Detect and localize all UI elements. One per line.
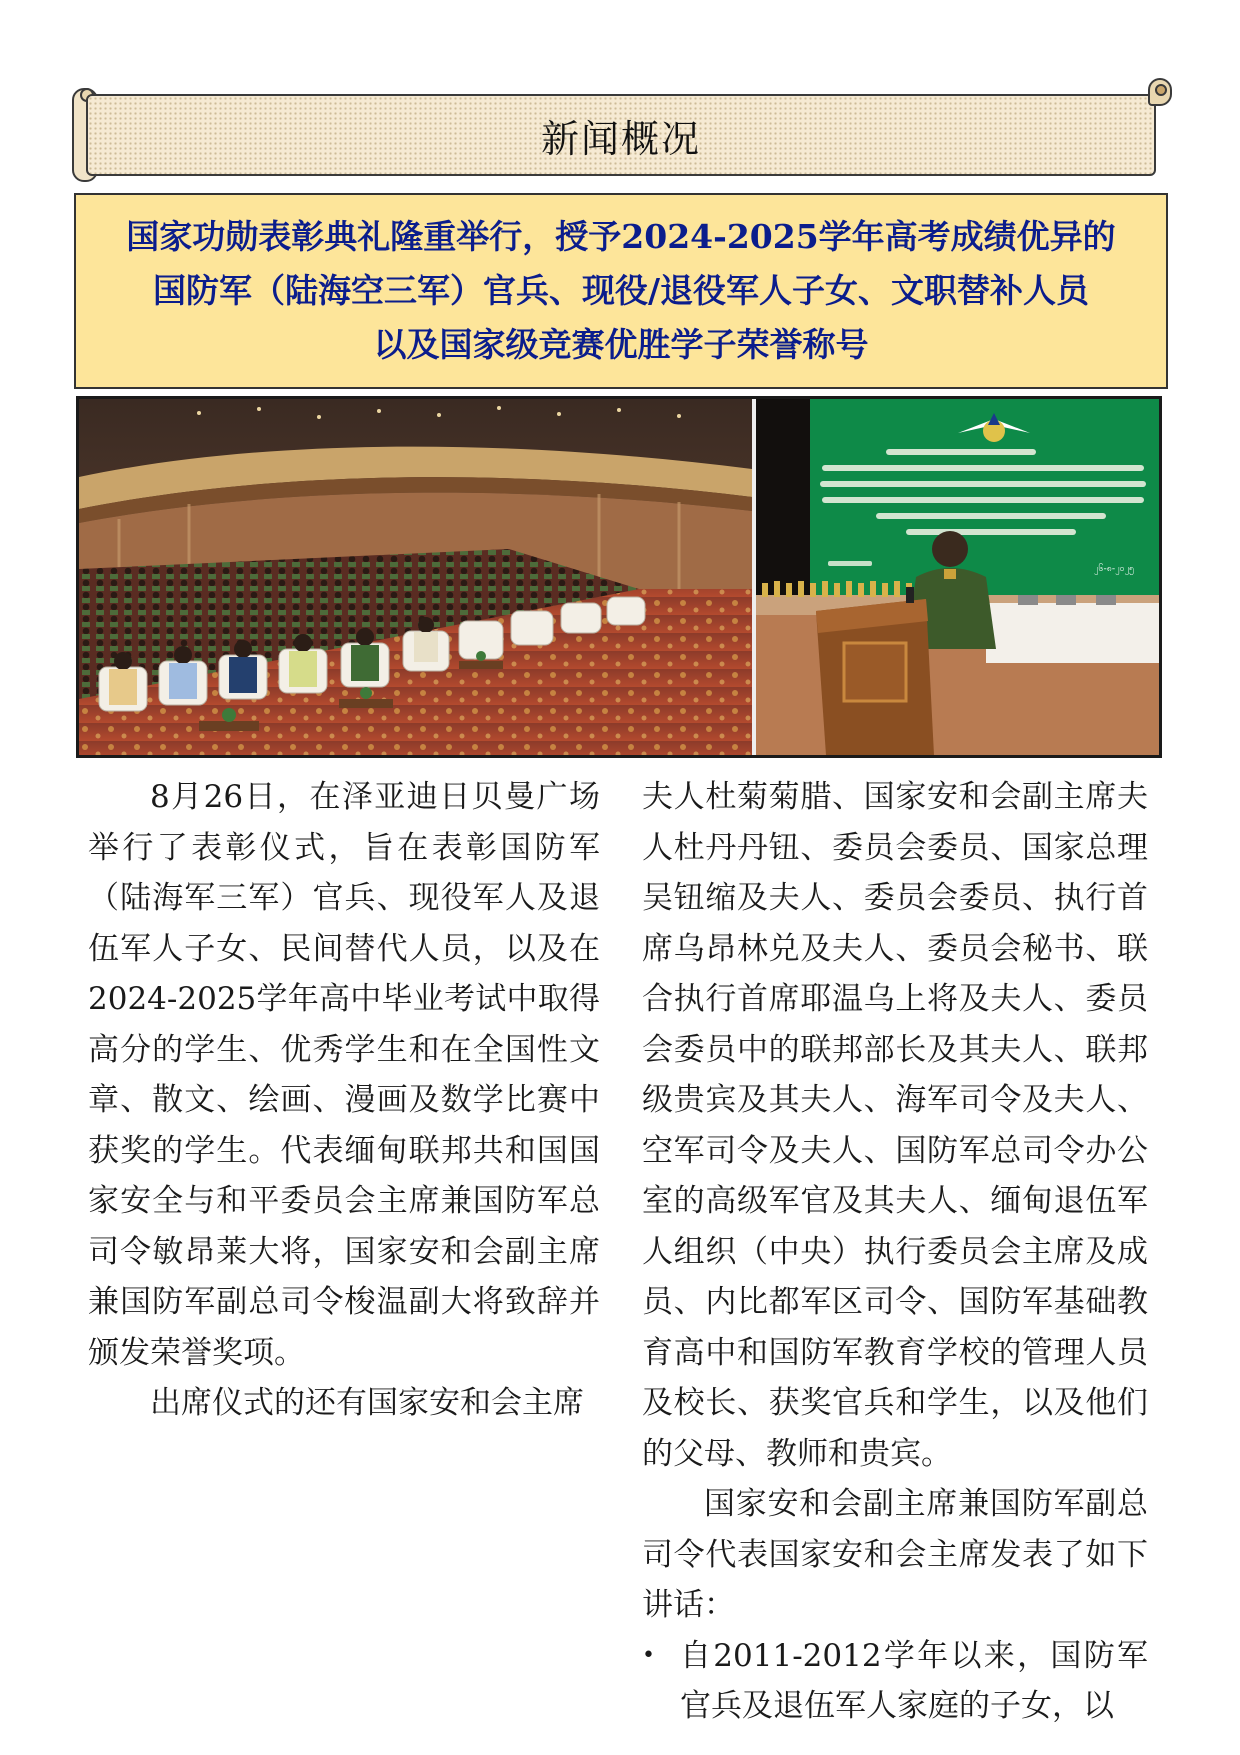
bullet-marker: • [642, 1642, 655, 1668]
photo-auditorium [79, 399, 752, 755]
auditorium-illustration [79, 399, 752, 755]
article-column-right [642, 772, 1148, 1732]
article-paragraph-2: 出席仪式的还有国家安和会主席 [150, 1385, 584, 1421]
article-column-left [88, 772, 600, 1429]
list-item-text: 自2011-2012学年以来，国防军官兵及退伍军人家庭的子女，以 [680, 1637, 1148, 1724]
article-paragraph-2-continued: 夫人杜菊菊腊、国家安和会副主席夫人杜丹丹钮、委员会委员、国家总理吴钮缩及夫人、委员会委员、执行首席乌昂林兑及夫人、委员会秘书、联合执行首席耶温乌上将及夫人、委员会委员中的联邦部长及其夫人、联邦级贵宾及其夫人、海军司令及夫人、空军司令及夫人、国防军总司令办公室的高级军官及其夫人、缅甸退伍军人组织（中央）执行委员会主席及成员、内比都军区司令、国防军基础教育高中和国防军教育学校的管理人员及校长、获奖官兵和学生，以及他们的父母、教师和贵宾。 [642, 779, 1148, 1472]
section-banner [72, 78, 1172, 184]
headline-box [74, 193, 1168, 389]
headline [110, 210, 1131, 372]
headline-line-1: 国家功勋表彰典礼隆重举行，授予2024-2025学年高考成绩优异的 [126, 217, 1116, 256]
screen-date: ၂၆-၈-၂၀၂၅ [1094, 564, 1135, 574]
article-paragraph-1: 8月26日，在泽亚迪日贝曼广场举行了表彰仪式，旨在表彰国防军（陆海军三军）官兵、现役军人及退伍军人子女、民间替代人员，以及在2024-2025学年高中毕业考试中取得高分的学生、优秀学生和在全国性文章、散文、绘画、漫画及数学比赛中获奖的学生。代表缅甸联邦共和国国家安全与和平委员会主席兼国防军总司令敏昂莱大将，国家安和会副主席兼国防军副总司令梭温副大将致辞并颁发荣誉奖项。 [88, 779, 600, 1371]
section-title: 新闻概况 [540, 116, 701, 161]
headline-line-2: 国防军（陆海空三军）官兵、现役/退役军人子女、文职替补人员 [152, 271, 1090, 310]
article-paragraph-3: 国家安和会副主席兼国防军副总司令代表国家安和会主席发表了如下讲话： [642, 1486, 1148, 1623]
list-item [642, 1631, 1148, 1732]
speaker-illustration [756, 399, 1159, 755]
headline-line-3: 以及国家级竞赛优胜学子荣誉称号 [373, 325, 869, 364]
photo-speaker [752, 399, 1159, 755]
photo-strip [76, 396, 1162, 758]
